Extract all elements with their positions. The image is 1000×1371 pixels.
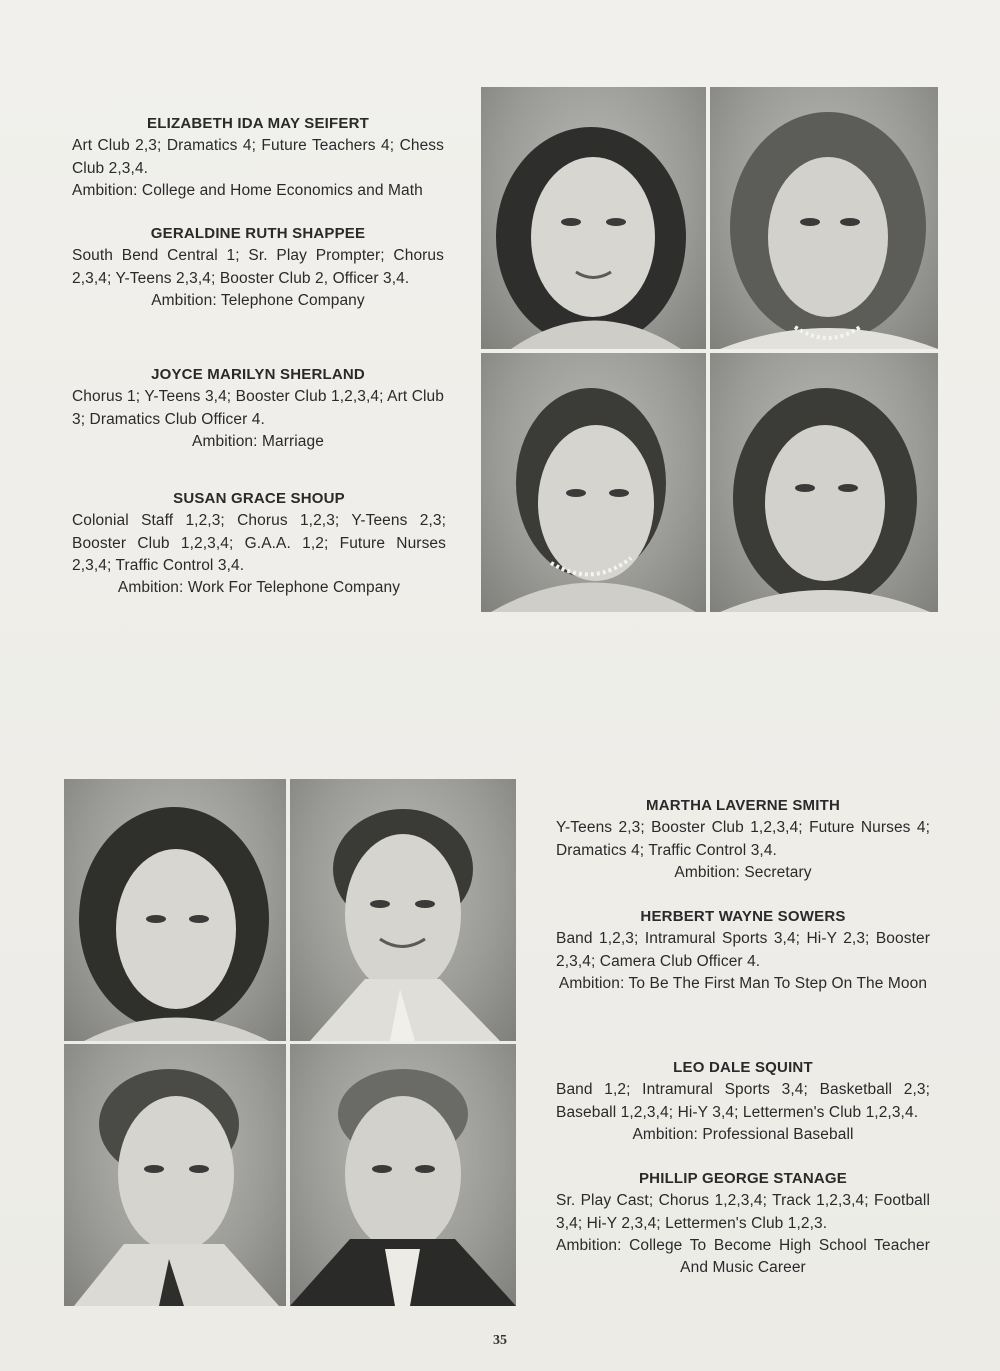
student-activities: Chorus 1; Y-Teens 3,4; Booster Club 1,2,3,4; Art Club 3; Dramatics Club Officer 4. (72, 388, 444, 428)
student-ambition: Ambition: Telephone Company (151, 291, 365, 309)
portrait-photo-seifert (481, 87, 706, 349)
student-ambition: Ambition: Professional Baseball (632, 1125, 854, 1143)
student-name: JOYCE MARILYN SHERLAND (151, 366, 365, 383)
student-name: ELIZABETH IDA MAY SEIFERT (147, 115, 369, 132)
student-entry-stanage (556, 1168, 930, 1279)
student-entry-seifert (72, 113, 444, 202)
student-activities: Sr. Play Cast; Chorus 1,2,3,4; Track 1,2,3,4; Football 3,4; Hi-Y 2,3,4; Lettermen's Club 1,2,3. (556, 1192, 930, 1232)
student-ambition: Ambition: Secretary (674, 863, 812, 881)
page-number: 35 (493, 1333, 507, 1348)
student-entry-smith (556, 795, 930, 884)
portrait-photo-squint (64, 1044, 286, 1306)
student-ambition: Ambition: Marriage (192, 432, 324, 450)
portrait-photo-stanage (290, 1044, 516, 1306)
student-ambition: Ambition: College To Become High School Teacher And Music Career (556, 1236, 930, 1277)
student-entry-sowers (556, 906, 930, 995)
student-name: SUSAN GRACE SHOUP (173, 490, 345, 507)
portrait-photo-shoup (710, 353, 938, 612)
student-name: MARTHA LAVERNE SMITH (646, 797, 840, 814)
student-activities: Band 1,2; Intramural Sports 3,4; Basketball 2,3; Baseball 1,2,3,4; Hi-Y 3,4; Lettermen's Club 1,2,3,4. (556, 1081, 930, 1121)
portrait-photo-sherland (481, 353, 706, 612)
student-activities: Colonial Staff 1,2,3; Chorus 1,2,3; Y-Teens 2,3; Booster Club 1,2,3,4; G.A.A. 1,2; Future Nurses 2,3,4; Traffic Control 3,4. (72, 512, 446, 574)
student-entry-shappee (72, 223, 444, 312)
student-ambition: Ambition: To Be The First Man To Step On The Moon (558, 974, 928, 992)
student-activities: South Bend Central 1; Sr. Play Prompter; Chorus 2,3,4; Y-Teens 2,3,4; Booster Club 2, Officer 3,4. (72, 247, 444, 287)
student-ambition: Ambition: Work For Telephone Company (117, 579, 401, 597)
student-entry-squint (556, 1057, 930, 1146)
portrait-photo-shappee (710, 87, 938, 349)
student-activities: Band 1,2,3; Intramural Sports 3,4; Hi-Y 2,3; Booster 2,3,4; Camera Club Officer 4. (556, 930, 930, 970)
portrait-photo-sowers (290, 779, 516, 1041)
student-entry-sherland (72, 364, 444, 453)
student-name: GERALDINE RUTH SHAPPEE (150, 225, 366, 242)
student-name: LEO DALE SQUINT (673, 1059, 813, 1076)
student-name: HERBERT WAYNE SOWERS (640, 908, 846, 925)
student-activities: Y-Teens 2,3; Booster Club 1,2,3,4; Future Nurses 4; Dramatics 4; Traffic Control 3,4. (556, 819, 930, 859)
student-name: PHILLIP GEORGE STANAGE (638, 1170, 848, 1187)
student-activities: Art Club 2,3; Dramatics 4; Future Teachers 4; Chess Club 2,3,4. (72, 137, 444, 177)
student-ambition: Ambition: College and Home Economics and Math (72, 181, 423, 199)
student-entry-shoup (72, 488, 446, 599)
portrait-photo-smith (64, 779, 286, 1041)
